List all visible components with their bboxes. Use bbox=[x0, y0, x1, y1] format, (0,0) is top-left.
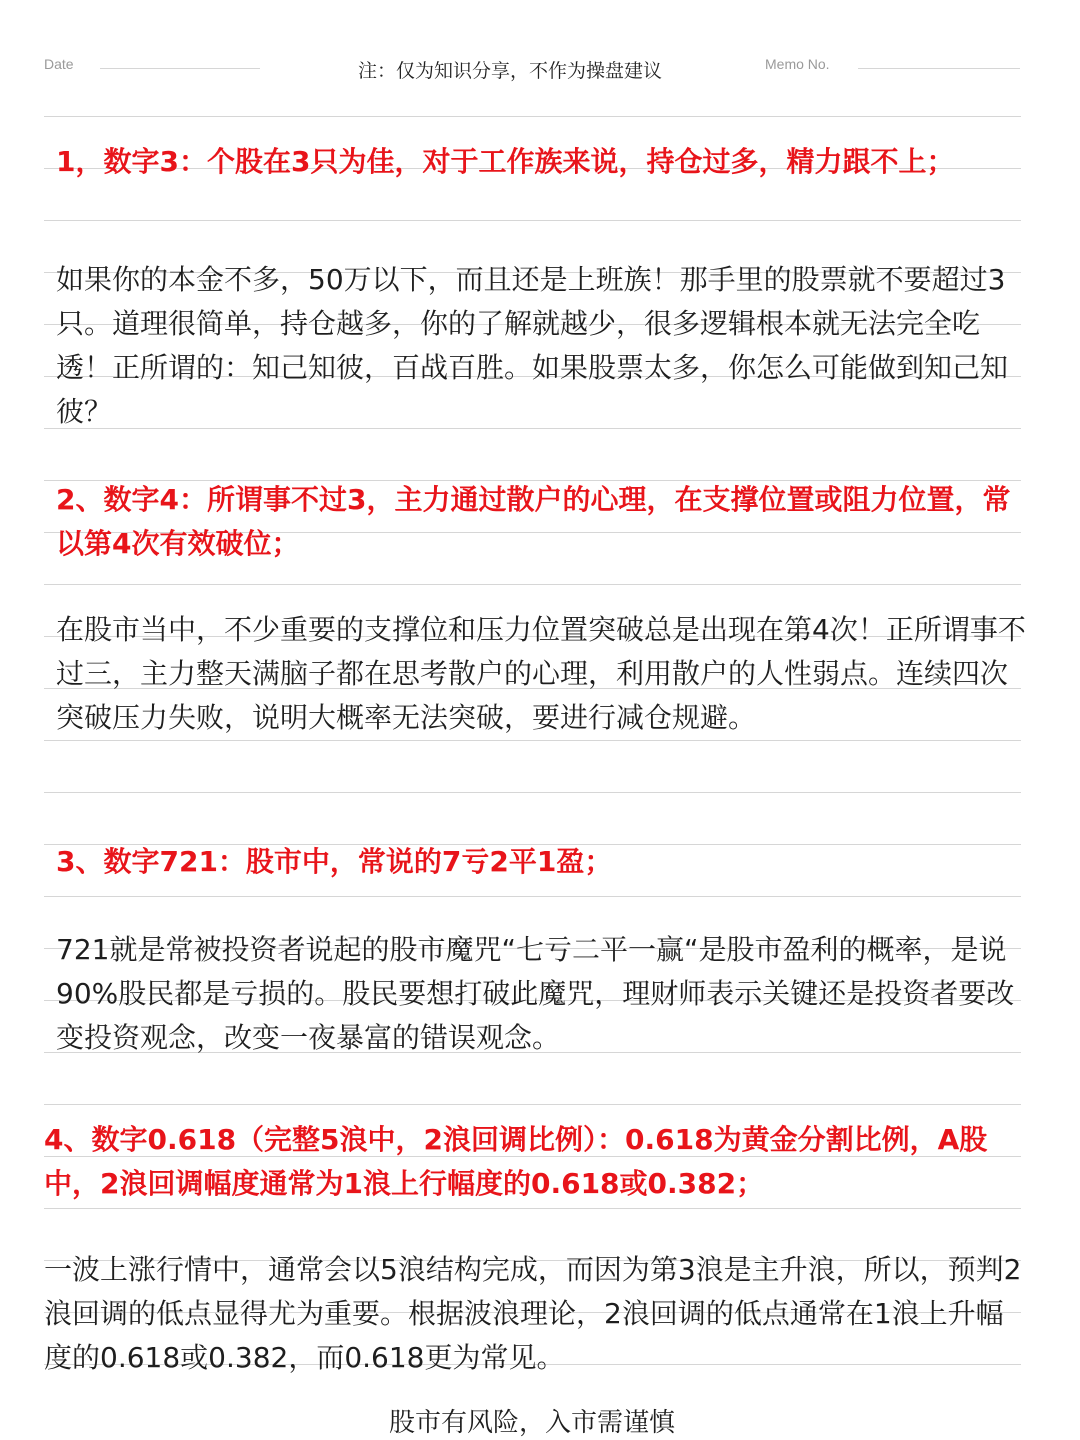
section-body: 如果你的本金不多，50万以下，而且还是上班族！那手里的股票就不要超过3只。道理很简单，持仓越多，你的了解就越少，很多逻辑根本就无法完全吃透！正所谓的：知己知彼，百战百胜。如果股票太多，你怎么可能做到知己知彼？ bbox=[56, 263, 1009, 428]
rule-line bbox=[44, 792, 1021, 793]
memo-label: Memo No. bbox=[765, 56, 830, 72]
rule-line bbox=[44, 116, 1021, 117]
rule-line bbox=[44, 220, 1021, 221]
memo-underline bbox=[858, 68, 1020, 69]
rule-line bbox=[44, 896, 1021, 897]
risk-warning-footer: 股市有风险，入市需谨慎 bbox=[388, 1408, 675, 1438]
rule-line bbox=[44, 1104, 1021, 1105]
section-heading: 4、数字0.618（完整5浪中，2浪回调比例）：0.618为黄金分割比例，A股中，2浪回调幅度通常为1浪上行幅度的0.618或0.382； bbox=[44, 1123, 988, 1200]
section-heading: 2、数字4：所谓事不过3，主力通过散户的心理，在支撑位置或阻力位置，常以第4次有效破位； bbox=[56, 483, 1011, 560]
rule-line bbox=[44, 740, 1021, 741]
section-body: 一波上涨行情中，通常会以5浪结构完成，而因为第3浪是主升浪，所以，预判2浪回调的低点显得尤为重要。根据波浪理论，2浪回调的低点通常在1浪上升幅度的0.618或0.382，而0.618更为常见。 bbox=[44, 1253, 1022, 1374]
date-underline bbox=[100, 68, 260, 69]
rule-line bbox=[44, 1208, 1021, 1209]
date-label: Date bbox=[44, 56, 74, 72]
disclaimer-note: 注：仅为知识分享，不作为操盘建议 bbox=[357, 60, 662, 82]
section-heading: 3、数字721：股市中，常说的7亏2平1盈； bbox=[56, 845, 613, 878]
section-body: 在股市当中，不少重要的支撑位和压力位置突破总是出现在第4次！正所谓事不过三，主力整天满脑子都在思考散户的心理，利用散户的人性弱点。连续四次突破压力失败，说明大概率无法突破，要进行减仓规避。 bbox=[56, 613, 1026, 734]
section-body: 721就是常被投资者说起的股市魔咒“七亏二平一赢“是股市盈利的概率，是说90%股民都是亏损的。股民要想打破此魔咒，理财师表示关键还是投资者要改变投资观念，改变一夜暴富的错误观念。 bbox=[56, 933, 1015, 1054]
rule-line bbox=[44, 584, 1021, 585]
section-heading: 1，数字3：个股在3只为佳，对于工作族来说，持仓过多，精力跟不上； bbox=[56, 145, 955, 178]
